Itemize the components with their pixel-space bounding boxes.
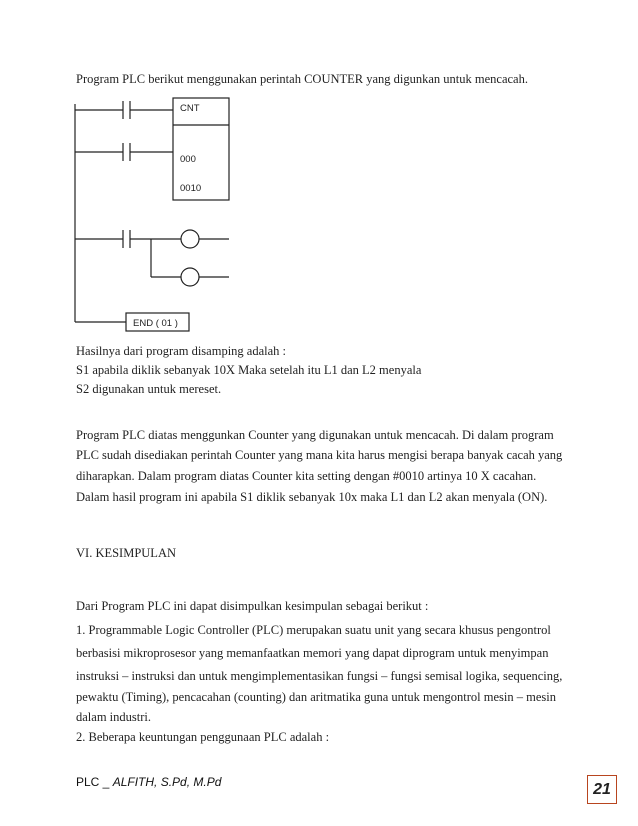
conclusion-line-2: 1. Programmable Logic Controller (PLC) merupakan suatu unit yang secara khusus pengontrol bbox=[76, 623, 551, 637]
footer-prefix: PLC _ bbox=[76, 775, 113, 789]
conclusion-line-1: Dari Program PLC ini dapat disimpulkan kesimpulan sebagai berikut : bbox=[76, 599, 429, 613]
conclusion-line-4: instruksi – instruksi dan untuk mengimplementasikan fungsi – fungsi semisal logika, sequencing, bbox=[76, 669, 563, 683]
explanation-line-4: Dalam hasil program ini apabila S1 diklik sebanyak 10x maka L1 dan L2 akan menyala (ON). bbox=[76, 490, 548, 504]
footer bbox=[76, 775, 221, 789]
explanation-line-1: Program PLC diatas menggunkan Counter yang digunakan untuk mencacah. Di dalam program bbox=[76, 428, 554, 442]
ladder-diagram bbox=[0, 0, 638, 340]
page-number: 21 bbox=[593, 781, 611, 798]
conclusion-line-7: 2. Beberapa keuntungan penggunaan PLC adalah : bbox=[76, 730, 330, 744]
result-line-1: Hasilnya dari program disamping adalah : bbox=[76, 344, 287, 358]
conclusion-line-6: dalam industri. bbox=[76, 710, 151, 724]
conclusion-line-3: berbasisi mikroprosesor yang memanfaatkan memori yang dapat diprogram untuk menyimpan bbox=[76, 646, 549, 660]
coil-l1 bbox=[181, 230, 199, 248]
counter-number: 000 bbox=[180, 154, 196, 165]
coil-l2 bbox=[181, 268, 199, 286]
counter-setting: 0010 bbox=[180, 183, 202, 194]
footer-author: ALFITH, S.Pd, M.Pd bbox=[112, 775, 222, 789]
section-heading: VI. KESIMPULAN bbox=[76, 546, 176, 560]
result-line-2: S1 apabila diklik sebanyak 10X Maka setelah itu L1 dan L2 menyala bbox=[76, 363, 422, 377]
intro-text: Program PLC berikut menggunakan perintah COUNTER yang digunkan untuk mencacah. bbox=[76, 72, 528, 86]
end-label: END ( 01 ) bbox=[133, 318, 178, 329]
page-number-badge bbox=[587, 775, 617, 804]
counter-label: CNT bbox=[180, 103, 200, 114]
result-line-3: S2 digunakan untuk mereset. bbox=[76, 382, 222, 396]
explanation-line-2: PLC sudah disediakan perintah Counter yang mana kita harus mengisi berapa banyak cacah yang bbox=[76, 448, 563, 462]
conclusion-line-5: pewaktu (Timing), pencacahan (counting) dan aritmatika guna untuk mengontrol mesin – mesin bbox=[76, 690, 556, 704]
explanation-line-3: diharapkan. Dalam program diatas Counter kita setting dengan #0010 artinya 10 X cacahan. bbox=[76, 469, 537, 483]
